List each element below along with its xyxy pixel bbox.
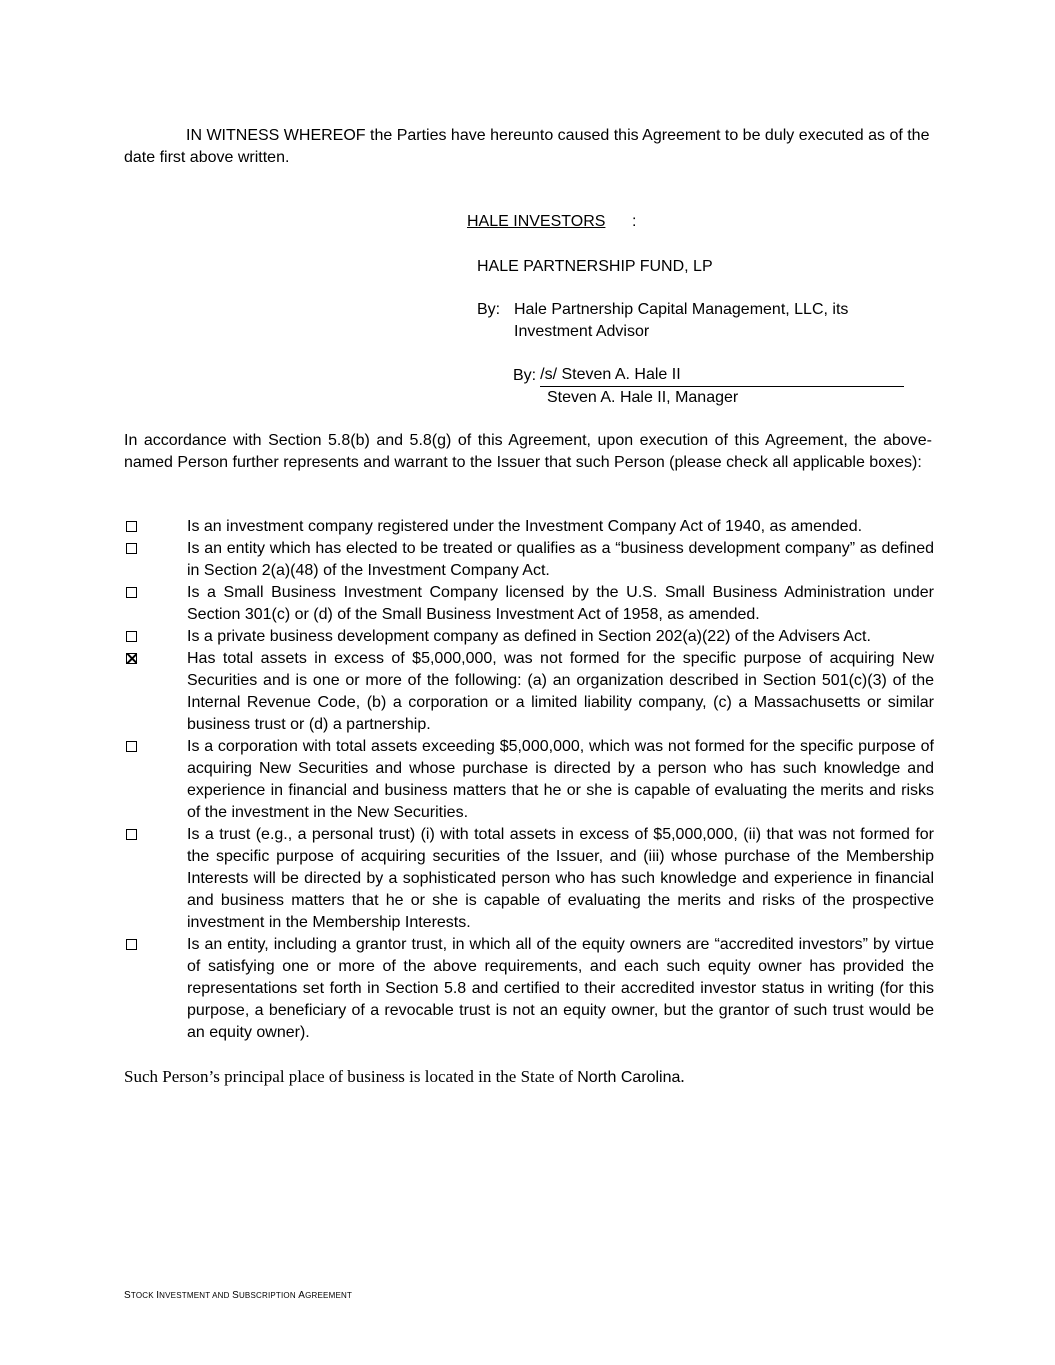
checkbox-3[interactable] xyxy=(126,631,137,642)
checkbox-4-checked[interactable] xyxy=(126,653,137,664)
by2-label: By: xyxy=(513,367,537,384)
principal-place: Such Person’s principal place of business is located in the State of North Carolina. xyxy=(124,1067,685,1086)
checkbox-0[interactable] xyxy=(126,521,137,532)
page-footer: STOCK INVESTMENT AND SUBSCRIPTION AGREEMENT xyxy=(124,1290,353,1301)
state-name: North Carolina xyxy=(577,1069,681,1086)
signer-name: Steven A. Hale II, Manager xyxy=(547,389,739,406)
list-item: Has total assets in excess of $5,000,000, was not formed for the specific purpose of acquiring New Securities and is one or more of the following: (a) an organization described in Section 501(c)(3) of the Internal Revenue Code, (b) a corporation or a limited liability company, (c) a Massachusetts or similar business trust or (d) a partnership. xyxy=(124,648,934,736)
witness-text: IN WITNESS WHEREOF the Parties have hereunto caused this Agreement to be duly executed as of the date first above written. xyxy=(124,127,930,166)
list-item: Is a trust (e.g., a personal trust) (i) with total assets in excess of $5,000,000, (ii) that was not formed for the specific purpose of acquiring securities of the Issuer, and (iii) whose purchase of the Membership Interests will be directed by a sophisticated person who has such knowledge and experience in financial and business matters that he or she is capable of evaluating the merits and risks of the prospective investment in the Membership Interests. xyxy=(124,824,934,934)
accordance-paragraph: In accordance with Section 5.8(b) and 5.8(g) of this Agreement, upon execution of this Agreement, the above-named Person further represents and warrant to the Issuer that such Person (please check all applicable boxes): xyxy=(124,432,932,471)
signature-heading: HALE INVESTORS xyxy=(467,213,606,230)
signature-value: /s/ Steven A. Hale II xyxy=(540,366,681,383)
checkbox-1[interactable] xyxy=(126,543,137,554)
checkbox-5[interactable] xyxy=(126,741,137,752)
list-item: Is an entity which has elected to be treated or qualifies as a “business development company” as defined in Section 2(a)(48) of the Investment Company Act. xyxy=(124,538,934,582)
checkbox-7[interactable] xyxy=(126,939,137,950)
checkbox-6[interactable] xyxy=(126,829,137,840)
list-item: Is a Small Business Investment Company licensed by the U.S. Small Business Administration under Section 301(c) or (d) of the Small Business Investment Act of 1958, as amended. xyxy=(124,582,934,626)
by-signature-block xyxy=(513,365,913,387)
list-item: Is an investment company registered under the Investment Company Act of 1940, as amended. xyxy=(124,516,934,538)
by-label: By: xyxy=(477,301,501,318)
fund-name: HALE PARTNERSHIP FUND, LP xyxy=(477,258,713,275)
accredited-checklist xyxy=(124,516,934,1044)
witness-paragraph xyxy=(124,125,934,169)
signature-line xyxy=(540,366,904,387)
list-item: Is a corporation with total assets exceeding $5,000,000, which was not formed for the specific purpose of acquiring New Securities and whose purchase is directed by a person who has such knowledge and experience in financial and business matters that he or she is capable of evaluating the merits and risks of the investment in the New Securities. xyxy=(124,736,934,824)
signature-heading-colon: : xyxy=(632,213,637,230)
advisor-entity: Hale Partnership Capital Management, LLC, its Investment Advisor xyxy=(514,301,849,340)
list-item: Is an entity, including a grantor trust, in which all of the equity owners are “accredited investors” by virtue of satisfying one or more of the above requirements, and each such equity owner has provided the representations set forth in Section 5.8 and certified to their accredited investor status in writing (for this purpose, a beneficiary of a revocable trust is not an equity owner, but the grantor of such trust would be an equity owner). xyxy=(124,934,934,1044)
list-item: Is a private business development company as defined in Section 202(a)(22) of the Advisers Act. xyxy=(124,626,934,648)
checkbox-2[interactable] xyxy=(126,587,137,598)
